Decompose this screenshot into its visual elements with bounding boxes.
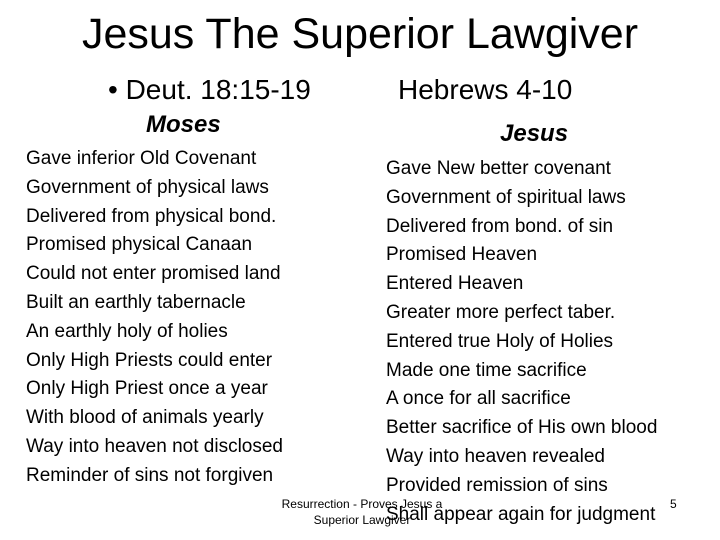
moses-list (26, 145, 283, 491)
list-item: Government of physical laws (26, 176, 269, 198)
footer-text: Resurrection - Proves Jesus a Superior Lawgiver (281, 497, 443, 527)
list-item: Entered true Holy of Holies (386, 330, 614, 352)
page-number: 5 (670, 497, 677, 511)
subtitle-deuteronomy: • Deut. 18:15-19 (108, 74, 311, 105)
list-item: A once for all sacrifice (386, 388, 571, 410)
subtitle-hebrews: Hebrews 4-10 (398, 74, 573, 105)
list-item: Gave inferior Old Covenant (26, 148, 257, 169)
list-item: Could not enter promised land (26, 263, 281, 285)
list-item: Provided remission of sins (386, 474, 608, 496)
list-item: Built an earthly tabernacle (26, 291, 246, 313)
list-item: Entered Heaven (386, 273, 524, 295)
list-item: Delivered from bond. of sin (386, 215, 614, 237)
list-item: Better sacrifice of His own blood (386, 417, 658, 439)
slide-title: Jesus The Superior Lawgiver (81, 10, 639, 58)
list-item: Government of spiritual laws (386, 186, 626, 208)
jesus-heading: Jesus (500, 120, 569, 147)
moses-heading: Moses (146, 111, 221, 138)
list-item: Reminder of sins not forgiven (26, 464, 274, 486)
list-item: Promised physical Canaan (26, 234, 253, 256)
list-item: Promised Heaven (386, 244, 538, 266)
list-item: With blood of animals yearly (26, 407, 264, 429)
list-item: Way into heaven not disclosed (26, 435, 284, 457)
list-item: Gave New better covenant (386, 158, 611, 179)
list-item: Shall appear again for judgment (386, 503, 656, 525)
list-item: Delivered from physical bond. (26, 205, 277, 227)
list-item: Greater more perfect taber. (386, 301, 616, 323)
list-item: Way into heaven revealed (386, 445, 605, 467)
jesus-list (386, 155, 657, 529)
list-item: Only High Priest once a year (26, 378, 268, 400)
list-item: Made one time sacrifice (386, 359, 587, 381)
list-item: Only High Priests could enter (26, 349, 273, 371)
list-item: An earthly holy of holies (26, 320, 228, 342)
